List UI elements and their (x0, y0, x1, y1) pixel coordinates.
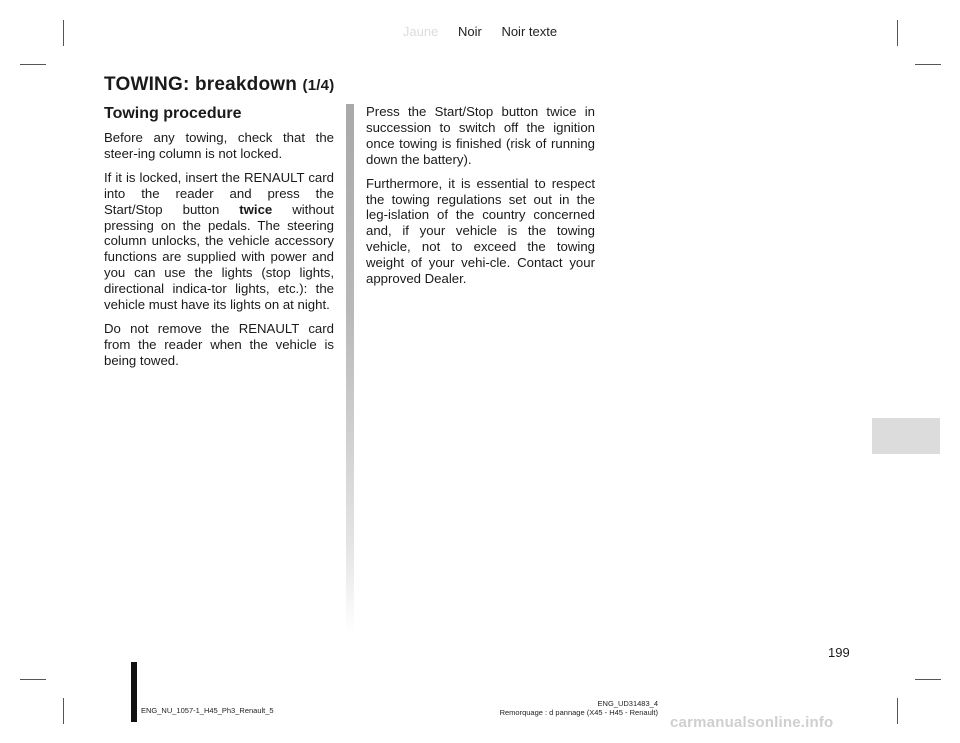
chapter-tab (872, 418, 940, 454)
paragraph: Do not remove the RENAULT card from the reader when the vehicle is being towed. (104, 320, 334, 368)
column-divider (346, 104, 354, 632)
crop-mark (20, 679, 46, 680)
margin-bar (131, 662, 137, 722)
paragraph (104, 170, 334, 313)
emphasis-text: twice (239, 201, 273, 217)
paragraph: Furthermore, it is essential to respect the towing regulations set out in the leg-islation of the country concerned and, if your vehicle is the towing vehicle, not to exceed the towing weight of your vehi-cle. Contact your approved Dealer. (366, 175, 595, 287)
paragraph-text: If it is locked, insert the RENAULT card into the reader and press the Start/Stop button (104, 169, 334, 217)
page-title-main: TOWING: breakdown (104, 74, 298, 95)
page-number: 199 (828, 645, 850, 660)
label-jaune: Jaune (402, 24, 439, 39)
footer-code-line: Remorquage : d pannage (X45 - H45 - Renault) (499, 708, 658, 717)
label-noir: Noir (457, 24, 482, 39)
page-title (104, 74, 334, 96)
paragraph-text: without pressing on the pedals. The steering column unlocks, the vehicle accessory functions are supplied with power and you can use the lights (stop lights, directional indica-tor lights, etc.): the vehicle must have its lights on at night. (104, 201, 334, 313)
crop-mark (20, 64, 46, 65)
crop-mark (915, 679, 941, 680)
left-column (104, 104, 334, 377)
page-title-part: (1/4) (302, 77, 335, 94)
footer-code-line: ENG_UD31483_4 (597, 699, 658, 708)
crop-mark (897, 698, 898, 724)
paragraph: Before any towing, check that the steer-ing column is not locked. (104, 130, 334, 161)
paragraph: Press the Start/Stop button twice in succession to switch off the ignition once towing is finished (risk of running down the battery). (366, 104, 595, 167)
label-noir-texte: Noir texte (501, 24, 558, 39)
footer-document-code: ENG_NU_1057-1_H45_Ph3_Renault_5 (141, 706, 274, 715)
footer-section-code (420, 699, 658, 717)
crop-mark (63, 698, 64, 724)
print-color-labels (0, 24, 960, 39)
watermark: carmanualsonline.info (670, 714, 834, 731)
right-column (366, 104, 595, 295)
section-heading: Towing procedure (104, 105, 242, 122)
crop-mark (915, 64, 941, 65)
